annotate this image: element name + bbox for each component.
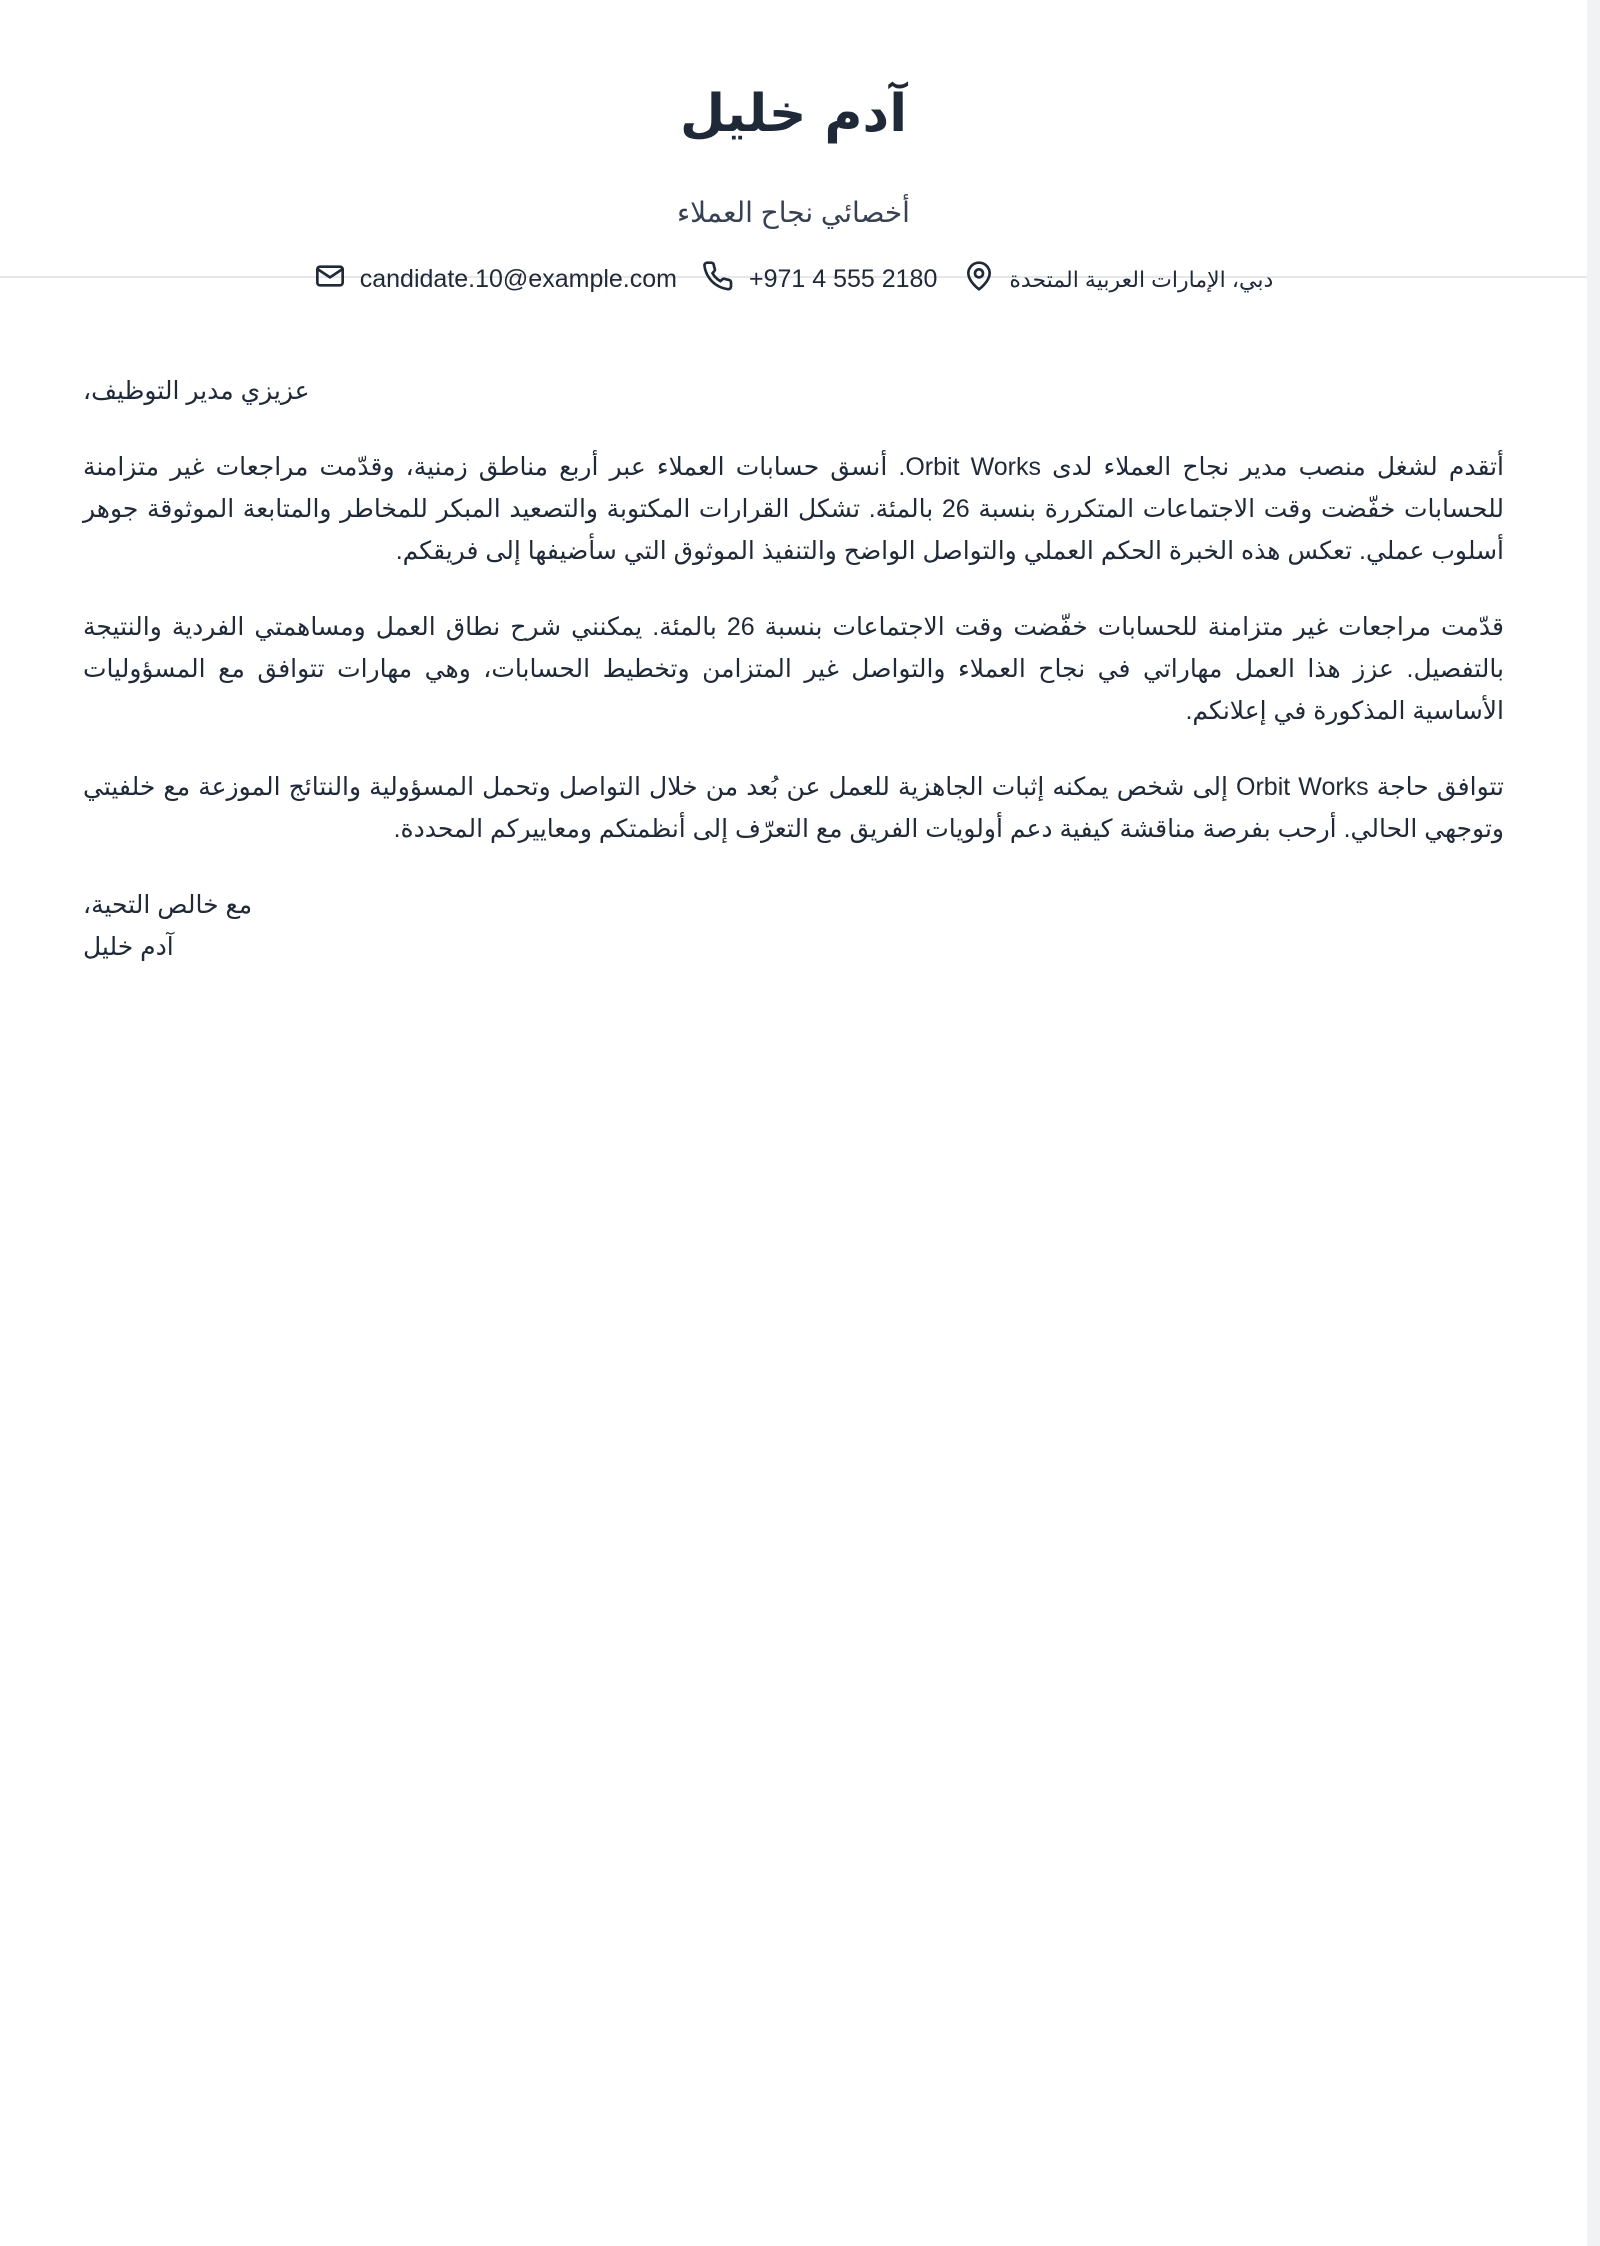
salutation: عزيزي مدير التوظيف،: [83, 377, 310, 405]
contact-location: [963, 260, 1273, 299]
paragraph-3: تتوافق حاجة Orbit Works إلى شخص يمكنه إثبات الجاهزية للعمل عن بُعد من خلال التواصل وتحمل المسؤولية والنتائج الموزعة مع خلفيتي وتوجهي الحالي. أرحب بفرصة مناقشة كيفية دعم أولويات الفريق مع التعرّف إلى أنظمتكم ومعاييركم المحددة.: [83, 773, 1504, 843]
closing: مع خالص التحية،: [83, 891, 253, 919]
closing-block: [83, 884, 1504, 968]
envelope-icon: [314, 260, 346, 299]
paragraph-2: قدّمت مراجعات غير متزامنة للحسابات خفّضت وقت الاجتماعات بنسبة 26 بالمئة. يمكنني شرح نطاق العمل ومساهمتي الفردية والنتيجة بالتفصيل. عزز هذا العمل مهاراتي في نجاح العملاء والتواصل غير المتزامن وتخطيط الحسابات، وهي مهارات تتوافق مع المسؤوليات الأساسية المذكورة في إعلانكم.: [83, 613, 1504, 725]
letter-header: [0, 0, 1587, 293]
letter-body: [0, 370, 1587, 968]
phone-text: +971 4 555 2180: [748, 265, 938, 293]
candidate-title: أخصائي نجاح العملاء: [677, 197, 910, 228]
email-text: candidate.10@example.com: [359, 265, 677, 293]
signature: آدم خليل: [83, 933, 174, 961]
contact-bar: [0, 260, 1587, 299]
candidate-name: آدم خليل: [679, 84, 908, 144]
phone-icon: [703, 260, 735, 299]
location-text: دبي، الإمارات العربية المتحدة: [1009, 266, 1274, 292]
paragraph-1: أتقدم لشغل منصب مدير نجاح العملاء لدى Orbit Works. أنسق حسابات العملاء عبر أربع مناطق زمنية، وقدّمت مراجعات غير متزامنة للحسابات خفّضت وقت الاجتماعات المتكررة بنسبة 26 بالمئة. تشكل القرارات المكتوبة والتصعيد المبكر للمخاطر والمتابعة الموثوقة جوهر أسلوب عملي. تعكس هذه الخبرة الحكم العملي والتواصل الواضح والتنفيذ الموثوق التي سأضيفها إلى فريقكم.: [83, 453, 1505, 565]
map-pin-icon: [963, 260, 995, 299]
contact-email[interactable]: [314, 260, 677, 299]
contact-phone[interactable]: [703, 260, 937, 299]
